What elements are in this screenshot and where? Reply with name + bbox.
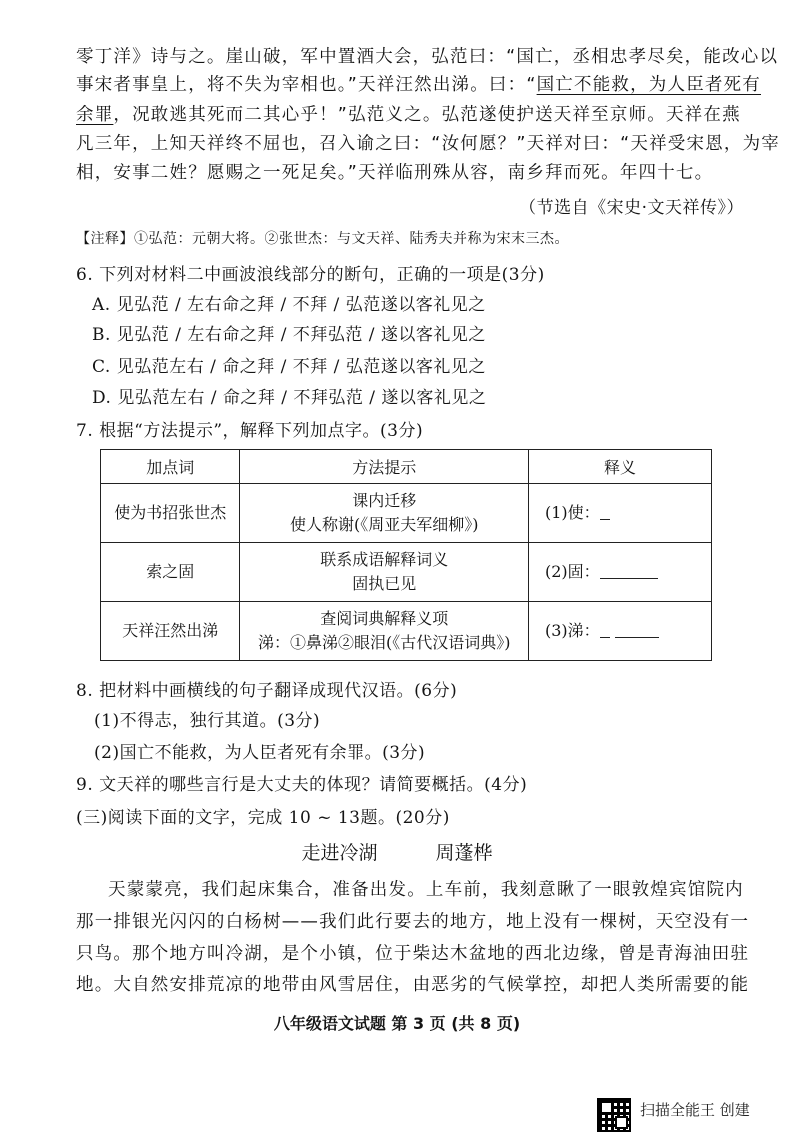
- method-hint-title: 联系成语解释词义: [320, 550, 449, 569]
- header-meaning: 释义: [528, 450, 711, 484]
- dotted-word-cell: 天祥汪然出涕: [101, 602, 240, 661]
- method-hint-example: 使人称谢(《周亚夫军细柳》): [289, 515, 479, 534]
- answer-blank-short[interactable]: [600, 621, 610, 638]
- passage-line-3-text: ，况敢逃其死而二其心乎！”弘范义之。弘范遂使护送天祥至京师。天祥在燕: [113, 105, 741, 125]
- question-6-option-d: D. 见弘范左右 / 命之拜 / 不拜弘范 / 遂以客礼见之: [92, 388, 487, 408]
- method-hint-cell: [240, 602, 529, 661]
- article-heading: [0, 839, 794, 867]
- table-row: [101, 543, 712, 602]
- article-line-4: 地。大自然安排荒凉的地带由风雪居住，由恶劣的气候掌控，却把人类所需要的能: [76, 975, 750, 995]
- meaning-cell: [528, 543, 711, 602]
- article-line-3: 只鸟。那个地方叫冷湖，是个小镇，位于柴达木盆地的西北边缘，曾是青海油田驻: [76, 944, 750, 964]
- answer-blank[interactable]: [600, 562, 658, 579]
- method-table-header: [101, 450, 712, 484]
- underlined-sentence-part-1: 国亡不能救，为人臣者死有: [536, 75, 761, 95]
- meaning-cell: [528, 602, 711, 661]
- notes: 【注释】①弘范：元朝大将。②张世杰：与文天祥、陆秀夫并称为宋末三杰。: [76, 231, 569, 247]
- method-hint-cell: [240, 543, 529, 602]
- method-hint-example: 涕：①鼻涕②眼泪(《古代汉语词典》): [257, 633, 511, 652]
- method-hint-title: 查阅词典解释义项: [320, 609, 449, 628]
- question-8-sub-2: (2)国亡不能救，为人臣者死有余罪。(3分): [94, 743, 426, 763]
- section-3-heading: (三)阅读下面的文字，完成 10 ~ 13题。(20分): [76, 808, 450, 828]
- question-6-option-b: B. 见弘范 / 左右命之拜 / 不拜弘范 / 遂以客礼见之: [92, 325, 486, 345]
- passage-line-5: 相，安事二姓？愿赐之一死足矣。”天祥临刑殊从容，南乡拜而死。年四十七。: [76, 163, 714, 183]
- question-8-stem: 8. 把材料中画横线的句子翻译成现代汉语。(6分): [76, 681, 458, 701]
- passage-line-2: [76, 72, 761, 98]
- qr-code-icon: [597, 1098, 631, 1132]
- article-line-2: 那一排银光闪闪的白杨树——我们此行要去的地方，地上没有一棵树，天空没有一: [76, 912, 750, 932]
- answer-blank[interactable]: [600, 503, 610, 520]
- method-hint-title: 课内迁移: [352, 491, 417, 510]
- passage-line-3: [76, 102, 744, 128]
- method-hint-cell: [240, 484, 529, 543]
- article-line-1: 天蒙蒙亮，我们起床集合，准备出发。上车前，我刻意瞅了一眼敦煌宾馆院内: [108, 880, 744, 900]
- question-9-stem: 9. 文天祥的哪些言行是大丈夫的体现？请简要概括。(4分): [76, 775, 528, 795]
- dotted-word-cell: 使为书招张世杰: [101, 484, 240, 543]
- table-row: [101, 602, 712, 661]
- method-table: [100, 449, 712, 661]
- passage-source: （节选自《宋史·文天祥传》）: [519, 198, 744, 218]
- table-row: [101, 484, 712, 543]
- article-title: 走进冷湖: [301, 842, 378, 864]
- article-author: 周蓬桦: [435, 842, 493, 864]
- question-6-stem: 6. 下列对材料二中画波浪线部分的断句，正确的一项是(3分): [76, 265, 545, 285]
- method-hint-example: 固执已见: [352, 574, 417, 593]
- underlined-sentence-part-2: 余罪: [76, 105, 114, 125]
- answer-label: (1)使：: [544, 503, 600, 522]
- question-7-stem: 7. 根据“方法提示”，解释下列加点字。(3分): [76, 421, 424, 441]
- answer-blank[interactable]: [615, 621, 659, 638]
- header-dotted-word: 加点词: [101, 450, 240, 484]
- question-6-option-a: A. 见弘范 / 左右命之拜 / 不拜 / 弘范遂以客礼见之: [92, 295, 486, 315]
- dotted-word-cell: 索之固: [101, 543, 240, 602]
- passage-line-2-text: 事宋者事皇上，将不失为宰相也。”天祥汪然出涕。曰：“: [76, 75, 537, 95]
- passage-line-1: 零丁洋》诗与之。崖山破，军中置酒大会，弘范曰：“国亡，丞相忠孝尽矣，能改心以: [76, 47, 779, 67]
- meaning-cell: [528, 484, 711, 543]
- answer-label: (2)固：: [544, 562, 600, 581]
- question-8-sub-1: (1)不得志，独行其道。(3分): [94, 711, 321, 731]
- passage-line-4: 凡三年，上知天祥终不屈也，召入谕之曰：“汝何愿？”天祥对曰：“天祥受宋恩，为宰: [76, 134, 780, 154]
- scanner-watermark: 扫描全能王 创建: [640, 1101, 750, 1119]
- page-footer: 八年级语文试题 第 3 页 (共 8 页): [273, 1014, 521, 1033]
- answer-label: (3)涕：: [544, 621, 600, 640]
- question-6-option-c: C. 见弘范左右 / 命之拜 / 不拜 / 弘范遂以客礼见之: [92, 357, 486, 377]
- header-method-hint: 方法提示: [240, 450, 529, 484]
